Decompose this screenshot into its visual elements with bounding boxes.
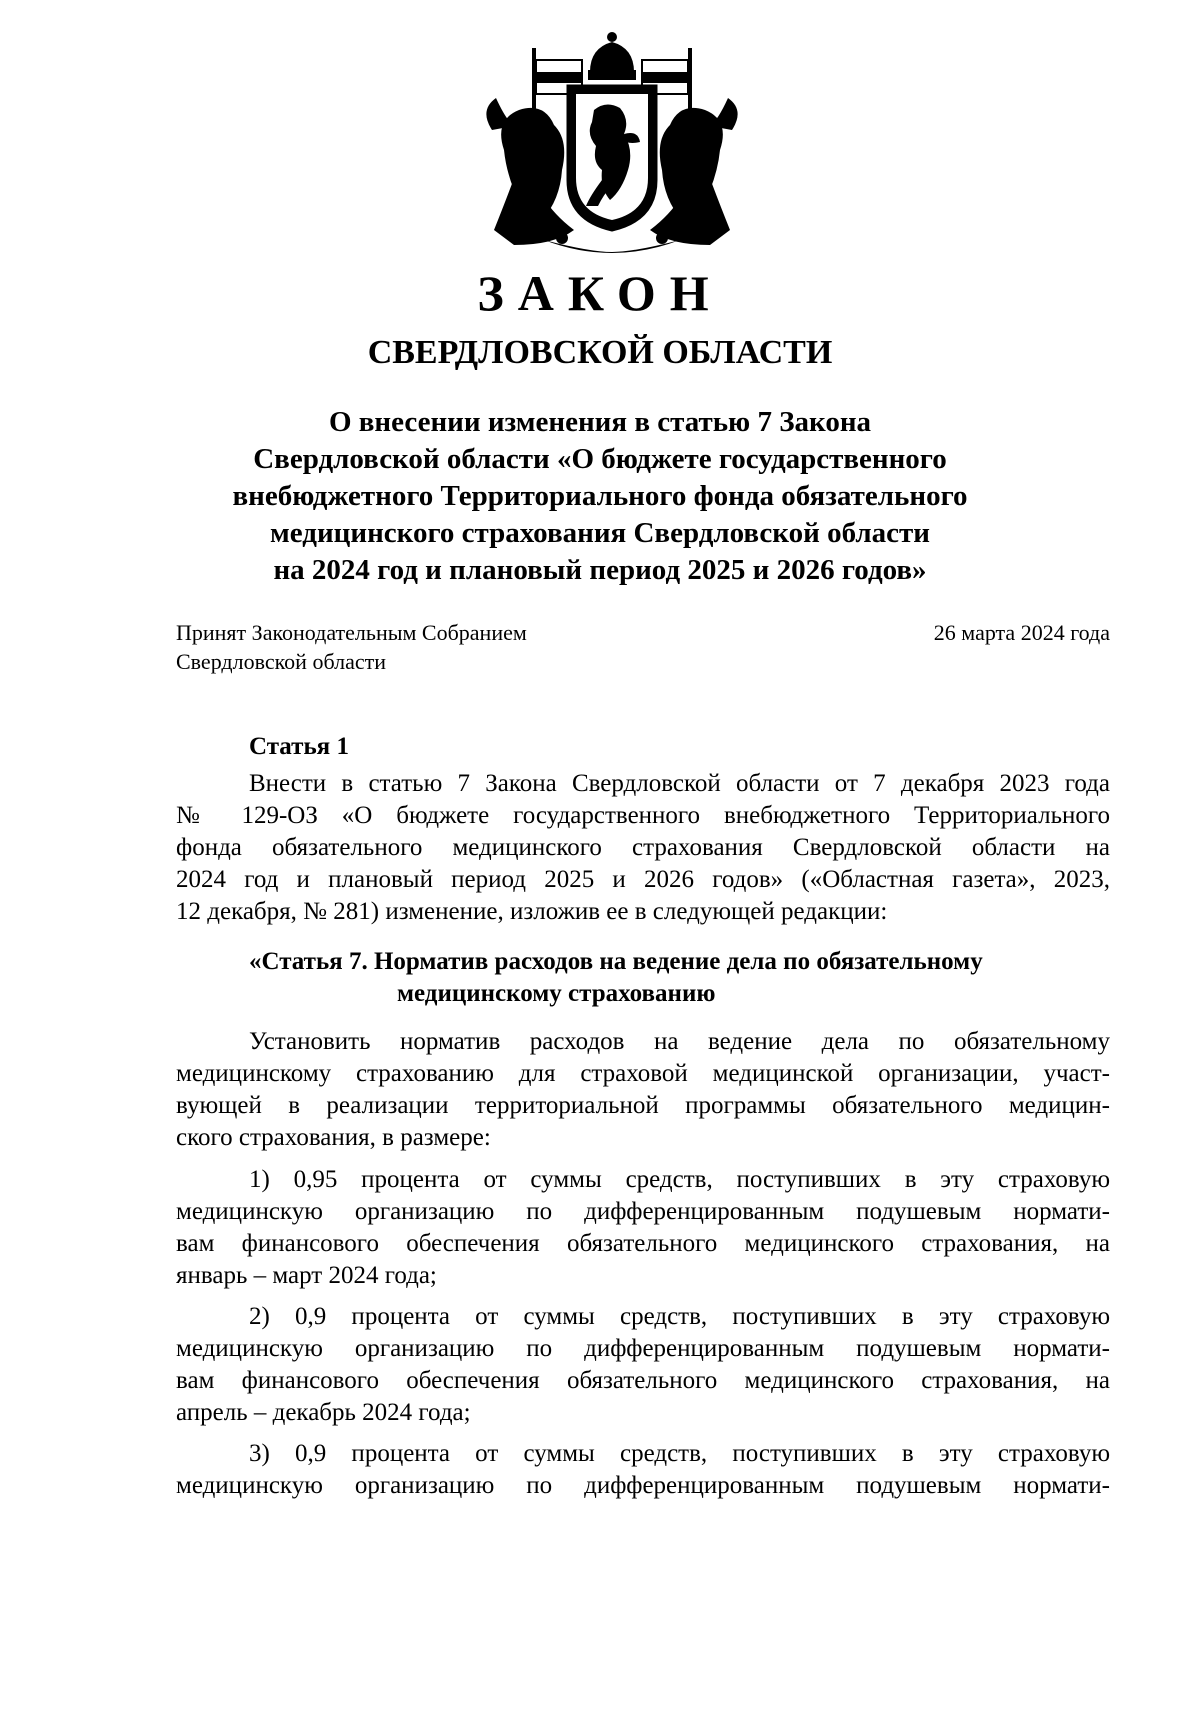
paragraph-line: медицинскому страхованию для страховой медицинской организации, участ-: [176, 1060, 1110, 1087]
paragraph-line: вам финансового обеспечения обязательного медицинского страхования, на: [176, 1367, 1110, 1394]
paragraph-line: 12 декабря, № 281) изменение, изложив ее в следующей редакции:: [176, 898, 888, 925]
coat-of-arms-icon: [474, 30, 750, 260]
paragraph-line: ского страхования, в размере:: [176, 1124, 491, 1151]
paragraph-line: медицинскую организацию по дифференцированным подушевым нормати-: [176, 1335, 1110, 1362]
paragraph-line: 2024 год и плановый период 2025 и 2026 годов» («Областная газета», 2023,: [176, 866, 1110, 893]
adopted-by-block: [176, 618, 527, 676]
paragraph-line: вам финансового обеспечения обязательного медицинского страхования, на: [176, 1230, 1110, 1257]
paragraph-line: 2) 0,9 процента от суммы средств, поступивших в эту страховую: [249, 1303, 1110, 1330]
article-7-heading-line: медицинскому страхованию: [397, 980, 716, 1007]
paragraph-line: 1) 0,95 процента от суммы средств, поступивших в эту страховую: [249, 1166, 1110, 1193]
paragraph-line: медицинскую организацию по дифференцированным подушевым нормати-: [176, 1198, 1110, 1225]
subject-line: на 2024 год и плановый период 2025 и 2026 годов»: [273, 554, 927, 586]
list-item-1: [176, 1164, 1110, 1292]
law-subject-title: [190, 404, 1010, 589]
paragraph-line: № 129-ОЗ «О бюджете государственного внебюджетного Территориального: [176, 802, 1110, 829]
adopted-line: Принят Законодательным Собранием: [176, 620, 527, 645]
article-1-heading: Статья 1: [249, 733, 349, 760]
paragraph-line: вующей в реализации территориальной программы обязательного медицин-: [176, 1092, 1110, 1119]
subject-line: медицинского страхования Свердловской области: [270, 517, 930, 549]
paragraph-line: январь – март 2024 года;: [176, 1262, 437, 1289]
list-item-2: [176, 1301, 1110, 1429]
paragraph-line: Внести в статью 7 Закона Свердловской области от 7 декабря 2023 года: [249, 770, 1110, 797]
adoption-date: 26 марта 2024 года: [933, 620, 1110, 645]
subject-line: внебюджетного Территориального фонда обязательного: [232, 480, 968, 512]
paragraph-line: апрель – декабрь 2024 года;: [176, 1399, 471, 1426]
subject-line: Свердловской области «О бюджете государственного: [253, 443, 947, 475]
region-title: СВЕРДЛОВСКОЙ ОБЛАСТИ: [367, 334, 833, 371]
subject-line: О внесении изменения в статью 7 Закона: [328, 406, 872, 438]
paragraph-line: фонда обязательного медицинского страхования Свердловской области на: [176, 834, 1110, 861]
adopted-line: Свердловской области: [176, 649, 386, 674]
list-item-3: [176, 1438, 1110, 1502]
article-7-intro-paragraph: [176, 1026, 1110, 1154]
paragraph-line: медицинскую организацию по дифференцированным подушевым нормати-: [176, 1472, 1110, 1499]
document-type-title: ЗАКОН: [477, 265, 723, 321]
article-7-heading: [249, 946, 1110, 1010]
article-1-paragraph: [176, 768, 1110, 928]
paragraph-line: Установить норматив расходов на ведение дела по обязательному: [249, 1028, 1110, 1055]
paragraph-line: 3) 0,9 процента от суммы средств, поступивших в эту страховую: [249, 1440, 1110, 1467]
article-7-heading-line: «Статья 7. Норматив расходов на ведение дела по обязательному: [249, 948, 983, 975]
